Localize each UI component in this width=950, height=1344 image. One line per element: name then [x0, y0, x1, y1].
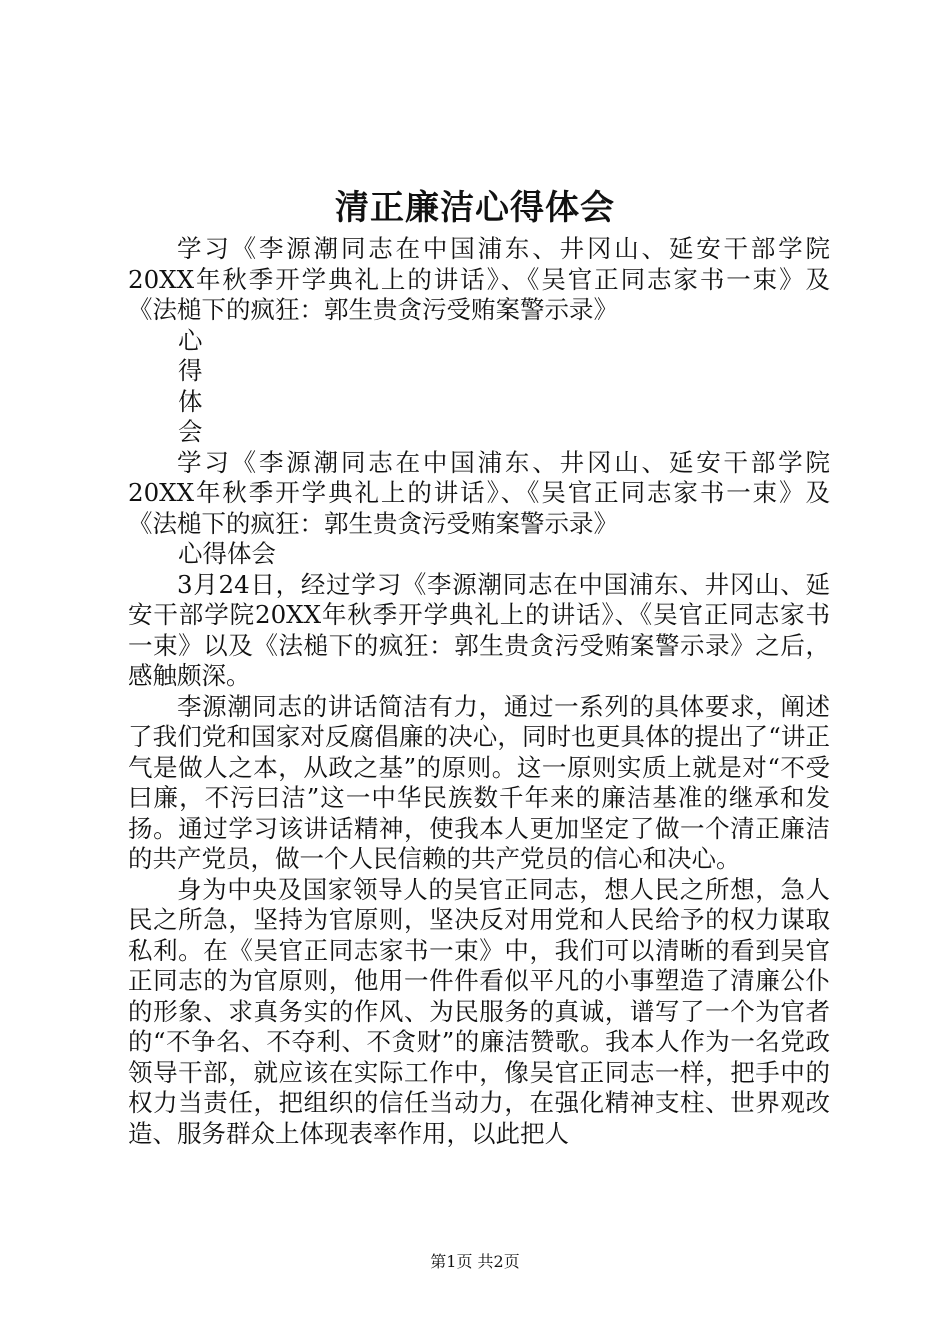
document-body — [128, 234, 830, 1149]
body-paragraph: 3月24日，经过学习《李源潮同志在中国浦东、井冈山、延安干部学院20XX年秋季开学典礼上的讲话》、《吴官正同志家书一束》以及《法槌下的疯狂：郭生贵贪污受贿案警示录》之后，感触颇深。 — [128, 569, 830, 690]
page-footer: 第1页 共2页 — [430, 1252, 520, 1271]
intro-paragraph-repeat: 学习《李源潮同志在中国浦东、井冈山、延安干部学院20XX年秋季开学典礼上的讲话》、《吴官正同志家书一束》及《法槌下的疯狂：郭生贵贪污受贿案警示录》 — [128, 447, 830, 538]
body-paragraph: 李源潮同志的讲话简洁有力，通过一系列的具体要求，阐述了我们党和国家对反腐倡廉的决心，同时也更具体的提出了“讲正气是做人之本，从政之基”的原则。这一原则实质上就是对“不受曰廉，不污曰洁”这一中华民族数千年来的廉洁基准的继承和发扬。通过学习该讲话精神，使我本人更加坚定了做一个清正廉洁的共产党员，做一个人民信赖的共产党员的信心和决心。 — [128, 691, 830, 873]
section-heading: 心得体会 — [178, 539, 276, 568]
body-paragraph: 身为中央及国家领导人的吴官正同志，想人民之所想，急人民之所急，坚持为官原则，坚决反对用党和人民给予的权力谋取私利。在《吴官正同志家书一束》中，我们可以清晰的看到吴官正同志的为官原则，他用一件件看似平凡的小事塑造了清廉公仆的形象、求真务实的作风、为民服务的真诚，谱写了一个为官者的“不争名、不夺利、不贪财”的廉洁赞歌。我本人作为一名党政领导干部，就应该在实际工作中，像吴官正同志一样，把手中的权力当责任，把组织的信任当动力，在强化精神支柱、世界观改造、服务群众上体现表率作用，以此把人 — [128, 874, 830, 1148]
vertical-heading: 心得体会 — [178, 325, 203, 446]
intro-paragraph: 学习《李源潮同志在中国浦东、井冈山、延安干部学院20XX年秋季开学典礼上的讲话》、《吴官正同志家书一束》及《法槌下的疯狂：郭生贵贪污受贿案警示录》 — [128, 234, 830, 324]
page-title: 清正廉洁心得体会 — [335, 188, 615, 228]
